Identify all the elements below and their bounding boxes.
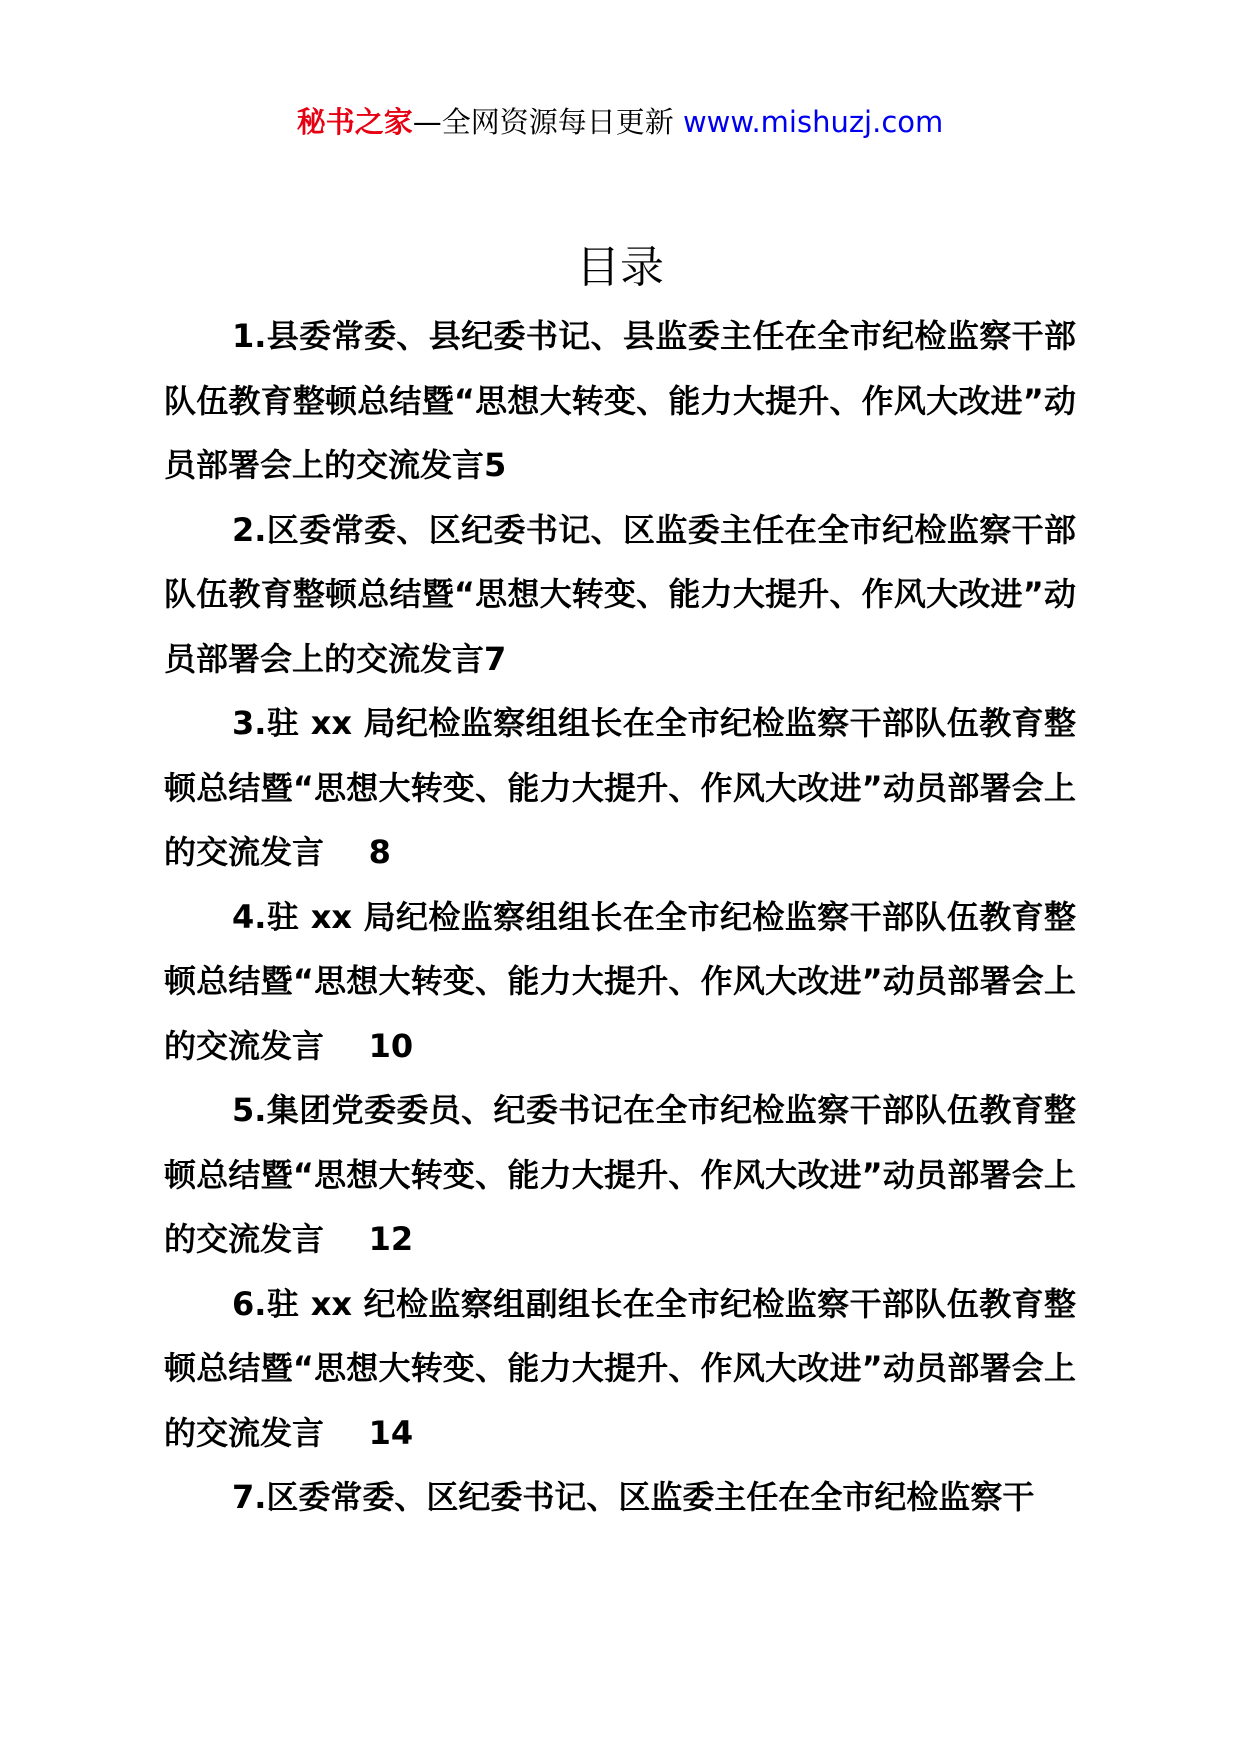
toc-entry-text: 3.驻 xx 局纪检监察组组长在全市纪检监察干部队伍教育整顿总结暨“思想大转变、能力大提升、作风大改进”动员部署会上的交流发言	[164, 704, 1076, 871]
toc-page-number: 14	[324, 1413, 414, 1452]
brand-name: 秘书之家	[296, 105, 413, 139]
toc-page-number: 7	[484, 639, 507, 678]
toc-page-number: 8	[324, 833, 391, 871]
toc-page-number: 5	[484, 446, 507, 484]
toc-page-number: 12	[324, 1220, 414, 1258]
toc-entry-1	[164, 304, 1076, 498]
toc-entry-6	[164, 1272, 1076, 1466]
toc-list	[164, 304, 1076, 1530]
page-header	[0, 102, 1240, 142]
toc-page-number: 10	[324, 1026, 414, 1065]
toc-entry-5	[164, 1078, 1076, 1272]
toc-entry-4	[164, 885, 1076, 1079]
toc-entry-text: 2.区委常委、区纪委书记、区监委主任在全市纪检监察干部队伍教育整顿总结暨“思想大转变、能力大提升、作风大改进”动员部署会上的交流发言	[164, 510, 1076, 678]
toc-entry-text: 6.驻 xx 纪检监察组副组长在全市纪检监察干部队伍教育整顿总结暨“思想大转变、能力大提升、作风大改进”动员部署会上的交流发言	[164, 1284, 1076, 1452]
toc-title: 目录	[576, 242, 664, 293]
toc-entry-2	[164, 498, 1076, 692]
header-tagline: —全网资源每日更新	[412, 105, 674, 139]
toc-entry-text: 4.驻 xx 局纪检监察组组长在全市纪检监察干部队伍教育整顿总结暨“思想大转变、能力大提升、作风大改进”动员部署会上的交流发言	[164, 897, 1076, 1065]
site-url-link[interactable]: www.mishuzj.com	[682, 105, 944, 139]
toc-entry-text: 7.区委常委、区纪委书记、区监委主任在全市纪检监察干	[232, 1478, 1035, 1516]
toc-entry-7	[164, 1465, 1076, 1530]
toc-entry-text: 5.集团党委委员、纪委书记在全市纪检监察干部队伍教育整顿总结暨“思想大转变、能力大提升、作风大改进”动员部署会上的交流发言	[164, 1091, 1076, 1258]
toc-entry-3	[164, 691, 1076, 885]
toc-entry-text: 1.县委常委、县纪委书记、县监委主任在全市纪检监察干部队伍教育整顿总结暨“思想大转变、能力大提升、作风大改进”动员部署会上的交流发言	[164, 317, 1076, 484]
